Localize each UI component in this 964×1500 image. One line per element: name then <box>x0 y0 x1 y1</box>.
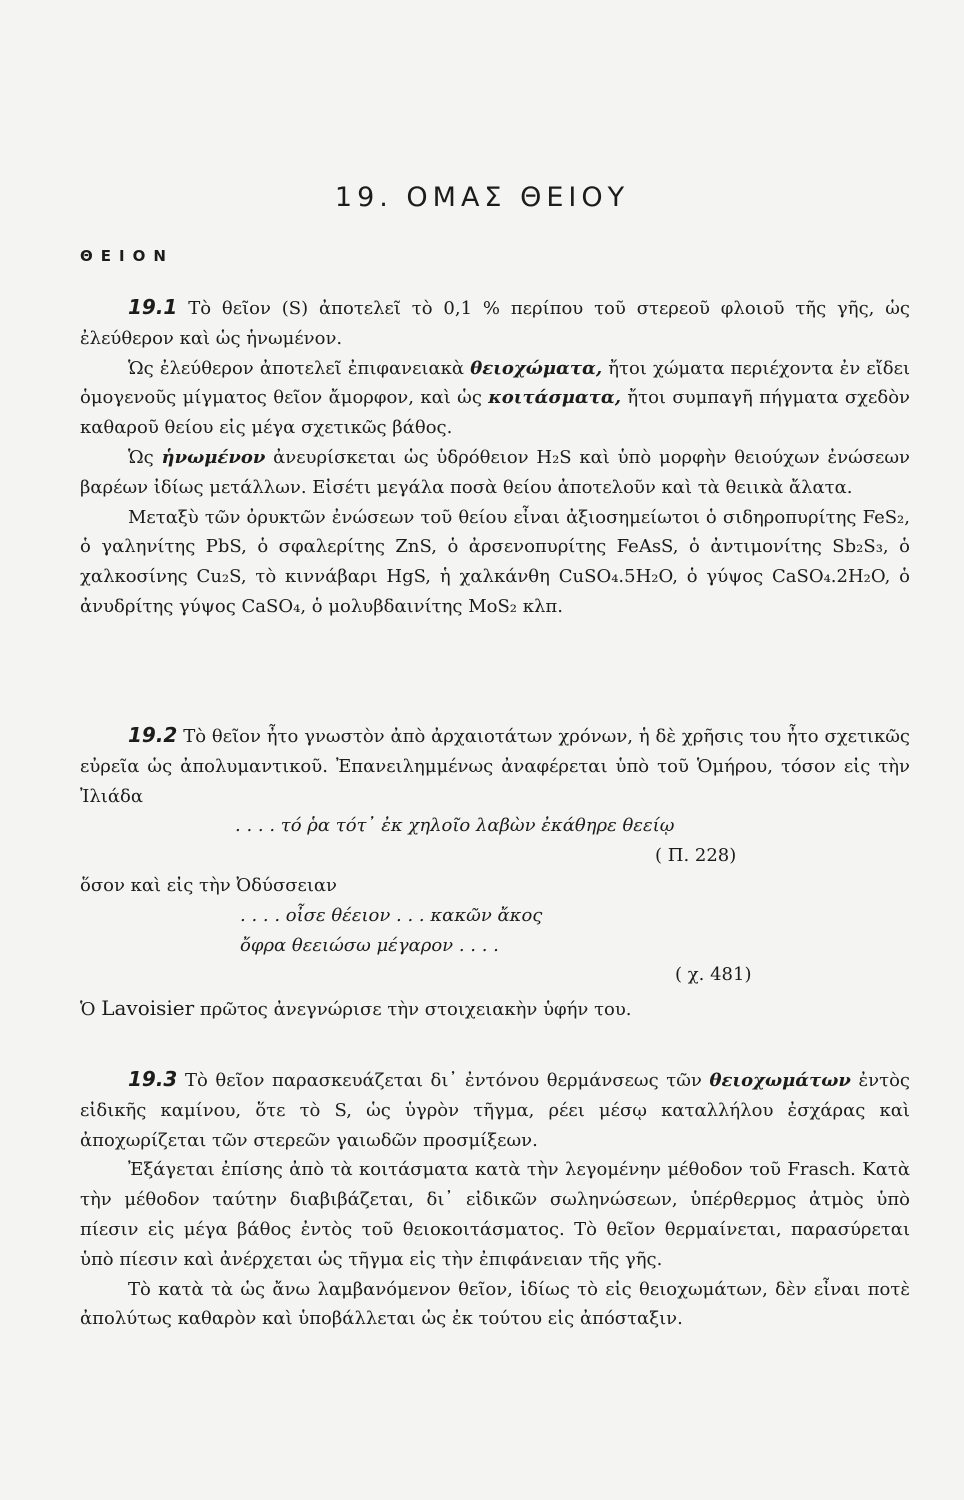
citation: ( Π. 228) <box>655 845 737 867</box>
quotation: . . . . οἶσε θέειον . . . κακῶν ἄκος <box>240 904 543 926</box>
section-19-3 <box>80 1065 910 1334</box>
chapter-title: 19. ΟΜΑΣ ΘΕΙΟΥ <box>334 182 630 213</box>
paragraph: Ὡς ἡνωμένον ἀνευρίσκεται ὡς ὑδρόθειον H₂S καὶ ὑπὸ μορφὴν θειούχων ἐνώσεων βαρέων ἰδίως μετάλλων. Εἰσέτι μεγάλα ποσὰ θείου ἀποτελοῦν καὶ τὰ θειικὰ ἄλατα. <box>80 446 911 498</box>
paragraph: Ὁ Lavoisier πρῶτος ἀνεγνώρισε τὴν στοιχειακὴν ὑφήν του. <box>80 996 632 1021</box>
paragraph: Τὸ κατὰ τὰ ὡς ἄνω λαμβανόμενον θεῖον, ἰδίως τὸ εἰς θειοχωμάτων, δὲν εἶναι ποτὲ ἀπολύτως καθαρὸν καὶ ὑποβάλλεται ὡς ἐκ τούτου εἰς ἀπόσταξιν. <box>80 1278 910 1330</box>
section-19-1 <box>80 293 910 622</box>
paragraph: Μεταξὺ τῶν ὀρυκτῶν ἐνώσεων τοῦ θείου εἶναι ἀξιοσημείωτοι ὁ σιδηροπυρίτης FeS₂, ὁ γαληνίτης PbS, ὁ σφαλερίτης ZnS, ὁ ἀρσενοπυρίτης FeAsS, ὁ ἀντιμονίτης Sb₂S₃, ὁ χαλκοσίνης Cu₂S, τὸ κιννάβαρι HgS, ἡ χαλκάνθη CuSO₄.5H₂O, ὁ γύψος CaSO₄.2H₂O, ὁ ἀνυδρίτης γύψος CaSO₄, ὁ μολυβδαινίτης MoS₂ κλπ. <box>80 506 910 617</box>
paragraph: 19.1 Τὸ θεῖον (S) ἀποτελεῖ τὸ 0,1 % περίπου τοῦ στερεοῦ φλοιοῦ τῆς γῆς, ὡς ἐλεύθερον καὶ ὡς ἡνωμένον. <box>80 295 910 349</box>
section-19-2 <box>80 721 910 1025</box>
quotation: . . . . τό ῥα τότ᾽ ἐκ χηλοῖο λαβὼν ἐκάθηρε θεείῳ <box>235 815 675 837</box>
term: ἡνωμένον <box>161 446 266 468</box>
paragraph: Ὡς ἐλεύθερον ἀποτελεῖ ἐπιφανειακὰ θειοχώματα, ἤτοι χώματα περιέχοντα ἐν εἴδει ὁμογενοῦς μίγματος θεῖον ἄμορφον, καὶ ὡς κοιτάσματα, ἤτοι συμπαγῆ πήγματα σχεδὸν καθαροῦ θείου εἰς μέγα σχετικῶς βάθος. <box>80 357 911 439</box>
paragraph: 19.3 Τὸ θεῖον παρασκευάζεται δι᾽ ἐντόνου θερμάνσεως τῶν θειοχωμάτων ἐντὸς εἰδικῆς καμίνου, ὅτε τὸ S, ὡς ὑγρὸν τῆγμα, ρέει μέσῳ καταλλήλου ἐσχάρας καὶ ἀποχωρίζεται τῶν στερεῶν γαιωδῶν προσμίξεων. <box>80 1067 910 1151</box>
paragraph: ὅσον καὶ εἰς τὴν Ὀδύσσειαν <box>80 874 337 896</box>
paragraph-number: 19.2 <box>128 723 178 747</box>
paragraph: 19.2 Τὸ θεῖον ἦτο γνωστὸν ἀπὸ ἀρχαιοτάτων χρόνων, ἡ δὲ χρῆσις του ἦτο σχετικῶς εὐρεῖα ὡς ἀπολυμαντικοῦ. Ἐπανειλημμένως ἀναφέρεται ὑπὸ τοῦ Ὁμήρου, τόσον εἰς τὴν Ἰλιάδα <box>80 723 910 807</box>
name-lavoisier: Lavoisier <box>101 996 195 1021</box>
paragraph-number: 19.3 <box>128 1067 178 1091</box>
term: θειοχώματα, <box>470 357 603 379</box>
quotation: ὄφρα θεειώσω μέγαρον . . . . <box>240 934 499 956</box>
term: θειοχωμάτων <box>709 1070 851 1091</box>
paragraph-number: 19.1 <box>128 295 178 319</box>
section-heading: ΘΕΙΟΝ <box>80 247 174 265</box>
citation: ( χ. 481) <box>675 964 752 986</box>
paragraph: Ἐξάγεται ἐπίσης ἀπὸ τὰ κοιτάσματα κατὰ τὴν λεγομένην μέθοδον τοῦ Frasch. Κατὰ τὴν μέθοδον ταύτην διαβιβάζεται, δι᾽ εἰδικῶν σωληνώσεων, ὑπέρθερμος ἀτμὸς ὑπὸ πίεσιν εἰς μέγα βάθος ἐντὸς τοῦ θειοκοιτάσματος. Τὸ θεῖον θερμαίνεται, παρασύρεται ὑπὸ πίεσιν καὶ ἀνέρχεται ὡς τῆγμα εἰς τὴν ἐπιφάνειαν τῆς γῆς. <box>80 1159 910 1270</box>
term: κοιτάσματα, <box>488 387 621 409</box>
